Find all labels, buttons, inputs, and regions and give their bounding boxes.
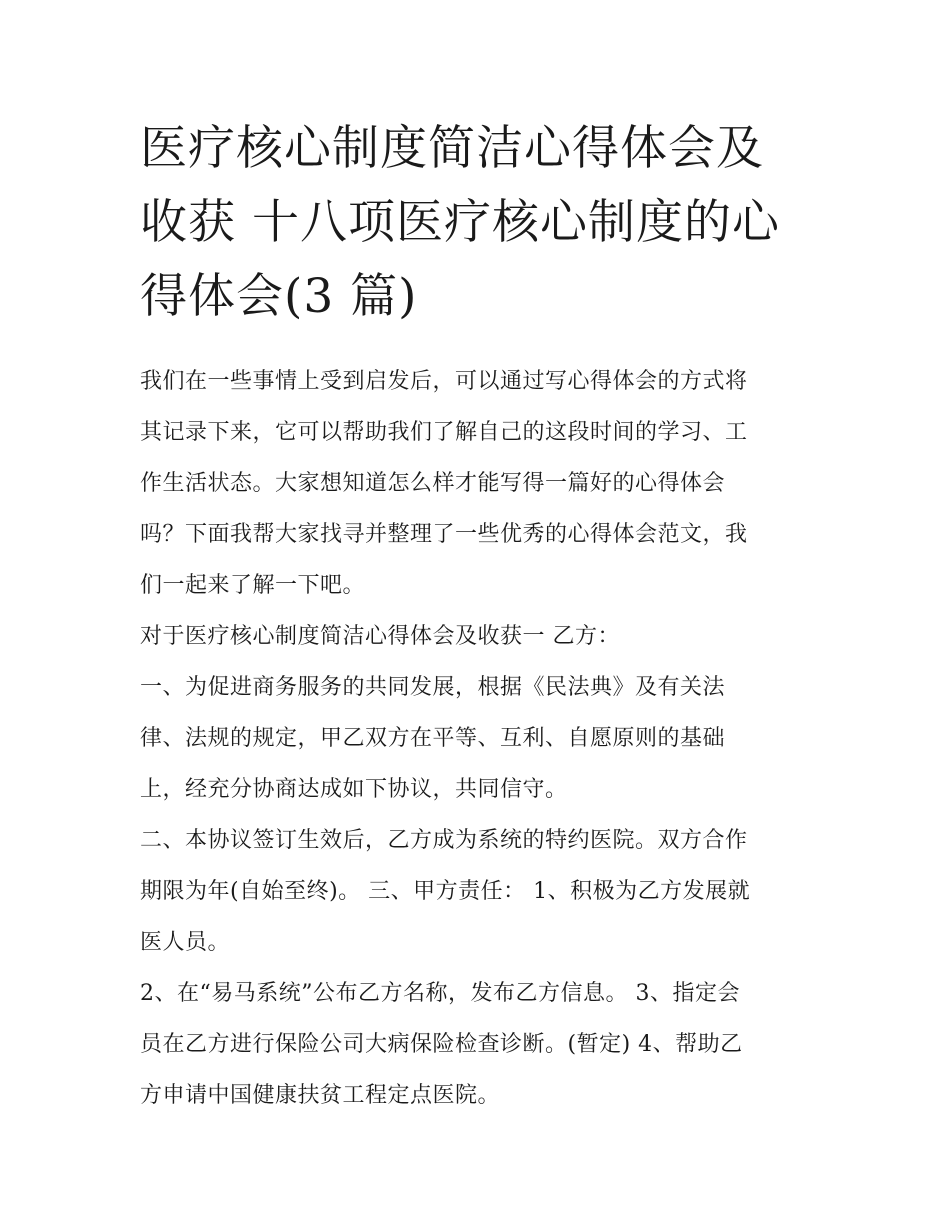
text-line: 期限为年(自始至终)。 三、甲方责任： 1、积极为乙方发展就 bbox=[140, 879, 751, 904]
section-heading-paragraph bbox=[140, 611, 820, 662]
text-line: 律、法规的规定，甲乙双方在平等、互利、自愿原则的基础 bbox=[140, 726, 726, 751]
text-line: 我们在一些事情上受到启发后，可以通过写心得体会的方式将 bbox=[140, 369, 748, 394]
title-line: 医疗核心制度简洁心得体会及 bbox=[140, 121, 764, 176]
document-body bbox=[140, 356, 820, 1121]
text-line: 二、本协议签订生效后，乙方成为系统的特约医院。双方合作 bbox=[140, 828, 748, 853]
text-line: 2、在“易马系统”公布乙方名称，发布乙方信息。 3、指定会 bbox=[140, 981, 740, 1006]
text-line: 其记录下来，它可以帮助我们了解自己的这段时间的学习、工 bbox=[140, 420, 748, 445]
intro-paragraph bbox=[140, 356, 820, 611]
clause-one-paragraph bbox=[140, 662, 820, 815]
text-line: 医人员。 bbox=[140, 930, 231, 955]
text-line: 方申请中国健康扶贫工程定点医院。 bbox=[140, 1083, 501, 1108]
document-title bbox=[140, 112, 820, 334]
text-line: 对于医疗核心制度简洁心得体会及收获一 乙方： bbox=[140, 624, 620, 649]
title-line: 得体会(3 篇) bbox=[140, 269, 418, 324]
clause-two-paragraph bbox=[140, 815, 820, 968]
text-line: 一、为促进商务服务的共同发展，根据《民法典》及有关法 bbox=[140, 675, 726, 700]
text-line: 上，经充分协商达成如下协议，共同信守。 bbox=[140, 777, 568, 802]
text-line: 们一起来了解一下吧。 bbox=[140, 573, 366, 598]
clause-three-paragraph bbox=[140, 968, 820, 1121]
text-line: 吗？下面我帮大家找寻并整理了一些优秀的心得体会范文，我 bbox=[140, 522, 748, 547]
title-line: 收获 十八项医疗核心制度的心 bbox=[140, 195, 780, 250]
text-line: 作生活状态。大家想知道怎么样才能写得一篇好的心得体会 bbox=[140, 471, 726, 496]
text-line: 员在乙方进行保险公司大病保险检查诊断。(暂定) 4、帮助乙 bbox=[140, 1032, 743, 1057]
